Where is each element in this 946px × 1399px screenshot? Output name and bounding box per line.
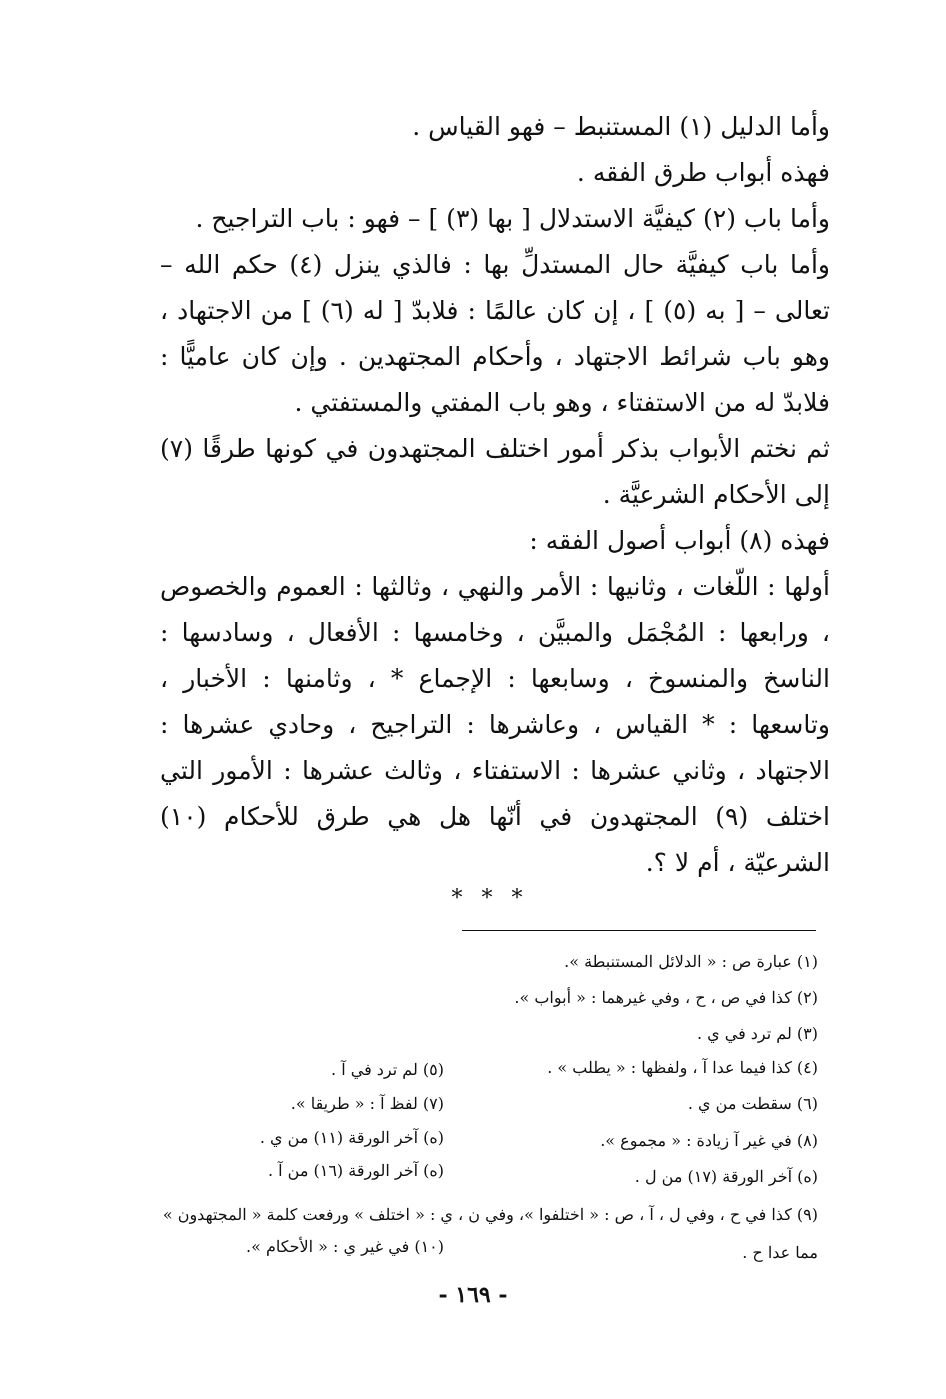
paragraph-3: وأما باب (٢) كيفيَّة الاستدلال [ بها (٣) ] – فهو : باب التراجيح . bbox=[195, 204, 830, 233]
footnote-2: (٢) كذا في ص ، ح ، وفي غيرهما : « أبواب ». bbox=[514, 988, 818, 1007]
paragraph-1: وأما الدليل (١) المستنبط – فهو القياس . bbox=[412, 112, 830, 141]
footnote-4: (٤) كذا فيما عدا آ ، ولفظها : « يطلب » . bbox=[547, 1058, 818, 1077]
footnote-folio-marker-2: (ه) آخر الورقة (١٧) من ل . bbox=[634, 1167, 818, 1186]
page-number: - ١٦٩ - bbox=[438, 1282, 508, 1308]
footnote-7: (٧) لفظ آ : « طريقا ». bbox=[290, 1094, 444, 1113]
footnote-8: (٨) في غير آ زيادة : « مجموع ». bbox=[600, 1131, 818, 1150]
footnote-folio-marker-1: (ه) آخر الورقة (١١) من ي . bbox=[259, 1128, 444, 1147]
footnote-3: (٣) لم ترد في ي . bbox=[696, 1024, 818, 1043]
main-text bbox=[160, 104, 830, 886]
footnote-divider bbox=[462, 930, 816, 931]
section-separator: * * * bbox=[451, 886, 529, 911]
footnote-10: (١٠) في غير ي : « الأحكام ». bbox=[246, 1237, 444, 1256]
footnote-5: (٥) لم ترد في آ . bbox=[331, 1060, 444, 1079]
paragraph-7: أولها : اللّغات ، وثانيها : الأمر والنهي ، وثالثها : العموم والخصوص ، ورابعها : المُجْمَل والمبيَّن ، وخامسها : الأفعال ، وسادسها : الناسخ والمنسوخ ، وسابعها : الإجماع * ، وثامنها : الأخبار ، وتاسعها : * القياس ، وعاشرها : التراجيح ، وحادي عشرها : الاجتهاد ، وثاني عشرها : الاستفتاء ، وثالث عشرها : الأمور التي اختلف (٩) المجتهدون في أنّها هل هي طرق للأحكام (١٠) الشرعيّة ، أم لا ؟. bbox=[160, 572, 830, 877]
paragraph-5: ثم نختم الأبواب بذكر أمور اختلف المجتهدون في كونها طرقًا (٧) إلى الأحكام الشرعيَّة . bbox=[160, 434, 830, 509]
footnote-6: (٦) سقطت من ي . bbox=[687, 1094, 818, 1113]
footnote-folio-marker-3: (ه) آخر الورقة (١٦) من آ . bbox=[267, 1161, 444, 1180]
footnote-1: (١) عبارة ص : « الدلائل المستنبطة ». bbox=[564, 952, 818, 971]
paragraph-4: وأما باب كيفيَّة حال المستدلِّ بها : فالذي ينزل (٤) حكم الله – تعالى – [ به (٥) ] ، إن كان عالمًا : فلابدّ [ له (٦) ] من الاجتهاد ، وهو باب شرائط الاجتهاد ، وأحكام المجتهدين . وإن كان عاميًّا : فلابدّ له من الاستفتاء ، وهو باب المفتي والمستفتي . bbox=[160, 250, 830, 417]
paragraph-6: فهذه (٨) أبواب أصول الفقه : bbox=[529, 526, 830, 555]
footnote-9: (٩) كذا في ح ، وفي ل ، آ ، ص : « اختلفوا »، وفي ن ، ي : « اختلف » ورفعت كلمة « المجتهدون » مما عدا ح . bbox=[162, 1205, 818, 1262]
paragraph-2: فهذه أبواب طرق الفقه . bbox=[576, 158, 830, 187]
